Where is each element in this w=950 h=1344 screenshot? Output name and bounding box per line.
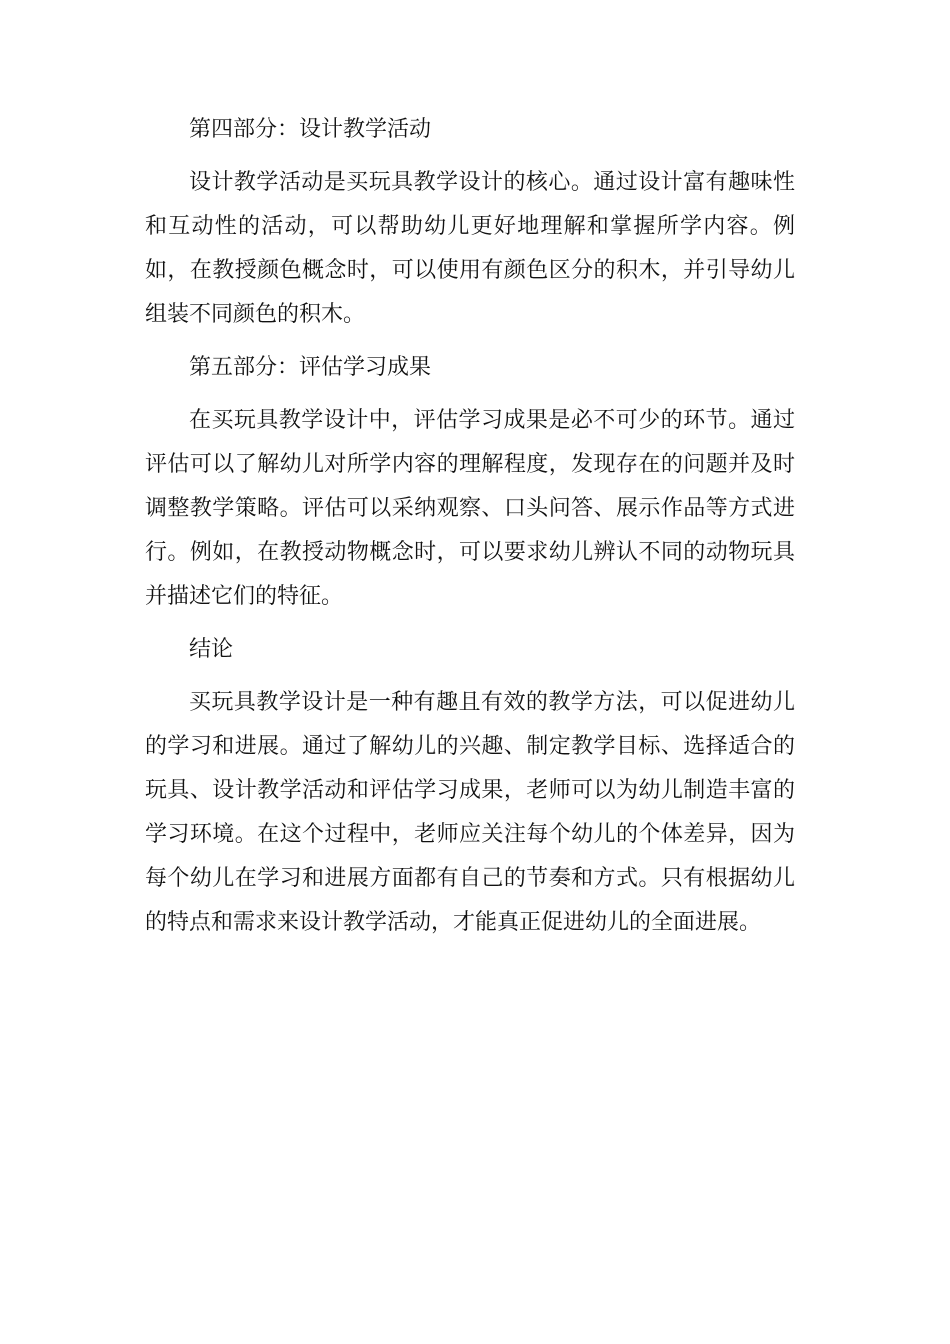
section-assess-outcomes [145, 346, 795, 619]
section-heading: 第四部分：设计教学活动 [189, 117, 432, 142]
section-paragraph: 买玩具教学设计是一种有趣且有效的教学方法，可以促进幼儿的学习和进展。通过了解幼儿的兴趣、制定教学目标、选择适合的玩具、设计教学活动和评估学习成果，老师可以为幼儿制造丰富的学习环境。在这个过程中，老师应关注每个幼儿的个体差异，因为每个幼儿在学习和进展方面都有自己的节奏和方式。只有根据幼儿的特点和需求来设计教学活动，才能真正促进幼儿的全面进展。 [145, 690, 795, 935]
section-paragraph: 在买玩具教学设计中，评估学习成果是必不可少的环节。通过评估可以了解幼儿对所学内容的理解程度，发现存在的问题并及时调整教学策略。评估可以采纳观察、口头问答、展示作品等方式进行。例如，在教授动物概念时，可以要求幼儿辨认不同的动物玩具并描述它们的特征。 [145, 408, 795, 609]
section-design-activities [145, 108, 795, 337]
section-paragraph: 设计教学活动是买玩具教学设计的核心。通过设计富有趣味性和互动性的活动，可以帮助幼儿更好地理解和掌握所学内容。例如，在教授颜色概念时，可以使用有颜色区分的积木，并引导幼儿组装不同颜色的积木。 [145, 170, 795, 327]
section-heading: 第五部分：评估学习成果 [189, 355, 432, 380]
section-conclusion [145, 628, 795, 945]
document-page [145, 108, 795, 954]
section-heading: 结论 [189, 637, 234, 662]
